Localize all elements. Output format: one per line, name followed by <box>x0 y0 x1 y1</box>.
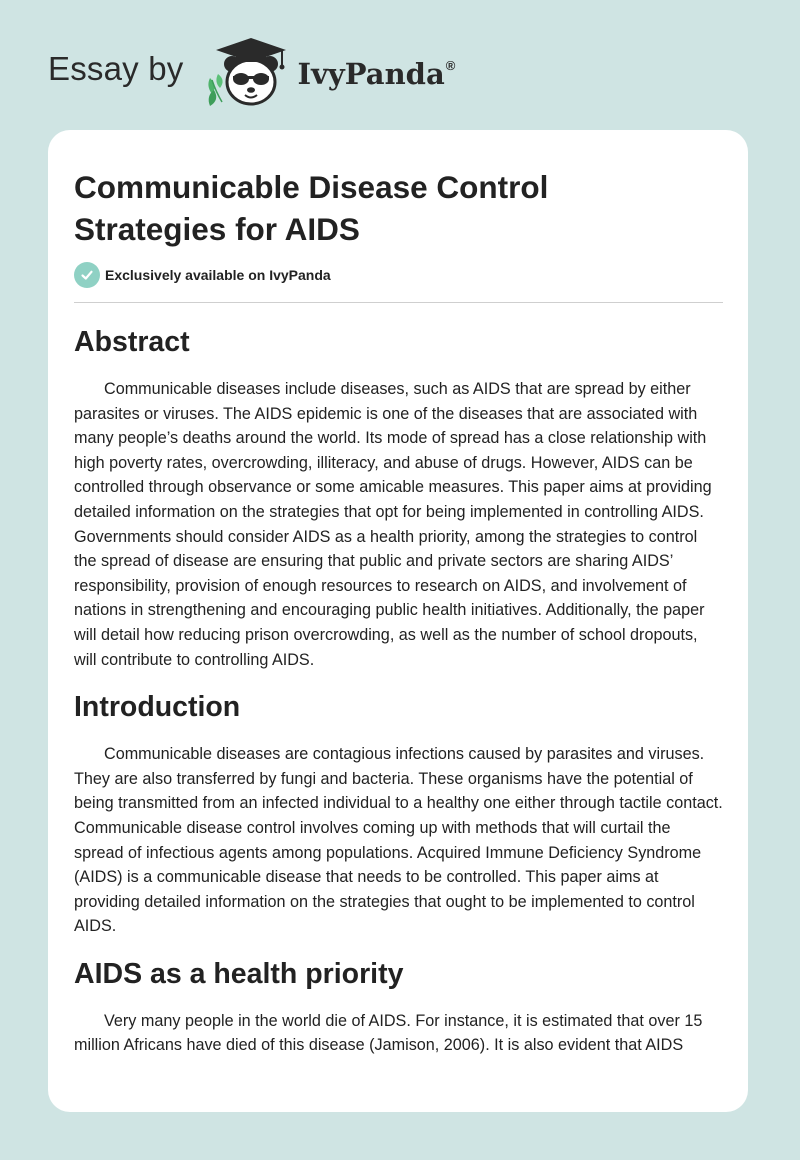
site-header <box>48 34 455 110</box>
exclusive-badge <box>74 262 331 288</box>
article-card <box>48 130 748 1112</box>
brand-text: IvyPanda <box>297 57 445 91</box>
divider <box>74 302 723 303</box>
section-heading: Abstract <box>74 326 190 358</box>
panda-graduate-icon[interactable] <box>200 34 296 110</box>
exclusive-badge-label: Exclusively available on IvyPanda <box>105 267 331 283</box>
essay-by-label: Essay by <box>48 50 184 87</box>
section-paragraph: Communicable diseases are contagious infections caused by parasites and viruses. They are also transferred by fungi and bacteria. These organisms have the potential of being transmitted from an infected individual to a healthy one either through tactile contact. Communicable disease control involves coming up with methods that will curtail the spread of infectious agents among populations. Acquired Immune Deficiency Syndrome (AIDS) is a communicable disease that needs to be controlled. This paper aims at providing detailed information on the strategies that ought to be implemented to control AIDS. <box>74 745 723 936</box>
article-body <box>74 322 724 1073</box>
section-heading: AIDS as a health priority <box>74 957 404 990</box>
page-title: Communicable Disease Control Strategies for AIDS <box>74 169 549 247</box>
section-introduction <box>74 687 724 939</box>
section-paragraph: Very many people in the world die of AIDS. For instance, it is estimated that over 15 million Africans have died of this disease (Jamison, 2006). It is also evident that AIDS <box>74 1011 703 1055</box>
section-health-priority <box>74 954 724 1058</box>
check-icon <box>74 262 100 288</box>
section-abstract <box>74 322 724 672</box>
brand-name[interactable] <box>298 57 456 91</box>
section-heading: Introduction <box>74 691 241 724</box>
section-paragraph: Communicable diseases include diseases, such as AIDS that are spread by either parasites or viruses. The AIDS epidemic is one of the diseases that are associated with many people’s deaths around the world. Its mode of spread has a close relationship with high poverty rates, overcrowding, illiteracy, and abuse of drugs. However, AIDS can be controlled through observance or some amicable measures. This paper aims at providing detailed information on the strategies that opt for being implemented in controlling AIDS. Governments should consider AIDS as a health priority, among the strategies to control the spread of disease are ensuring that public and private sectors are sharing AIDS’ responsibility, provision of enough resources to research on AIDS, and involvement of nations in strengthening and encouraging public health initiatives. Additionally, the paper will detail how reducing prison overcrowding, as well as the number of school dropouts, will contribute to controlling AIDS. <box>74 380 712 669</box>
trademark-mark: ® <box>445 58 456 73</box>
